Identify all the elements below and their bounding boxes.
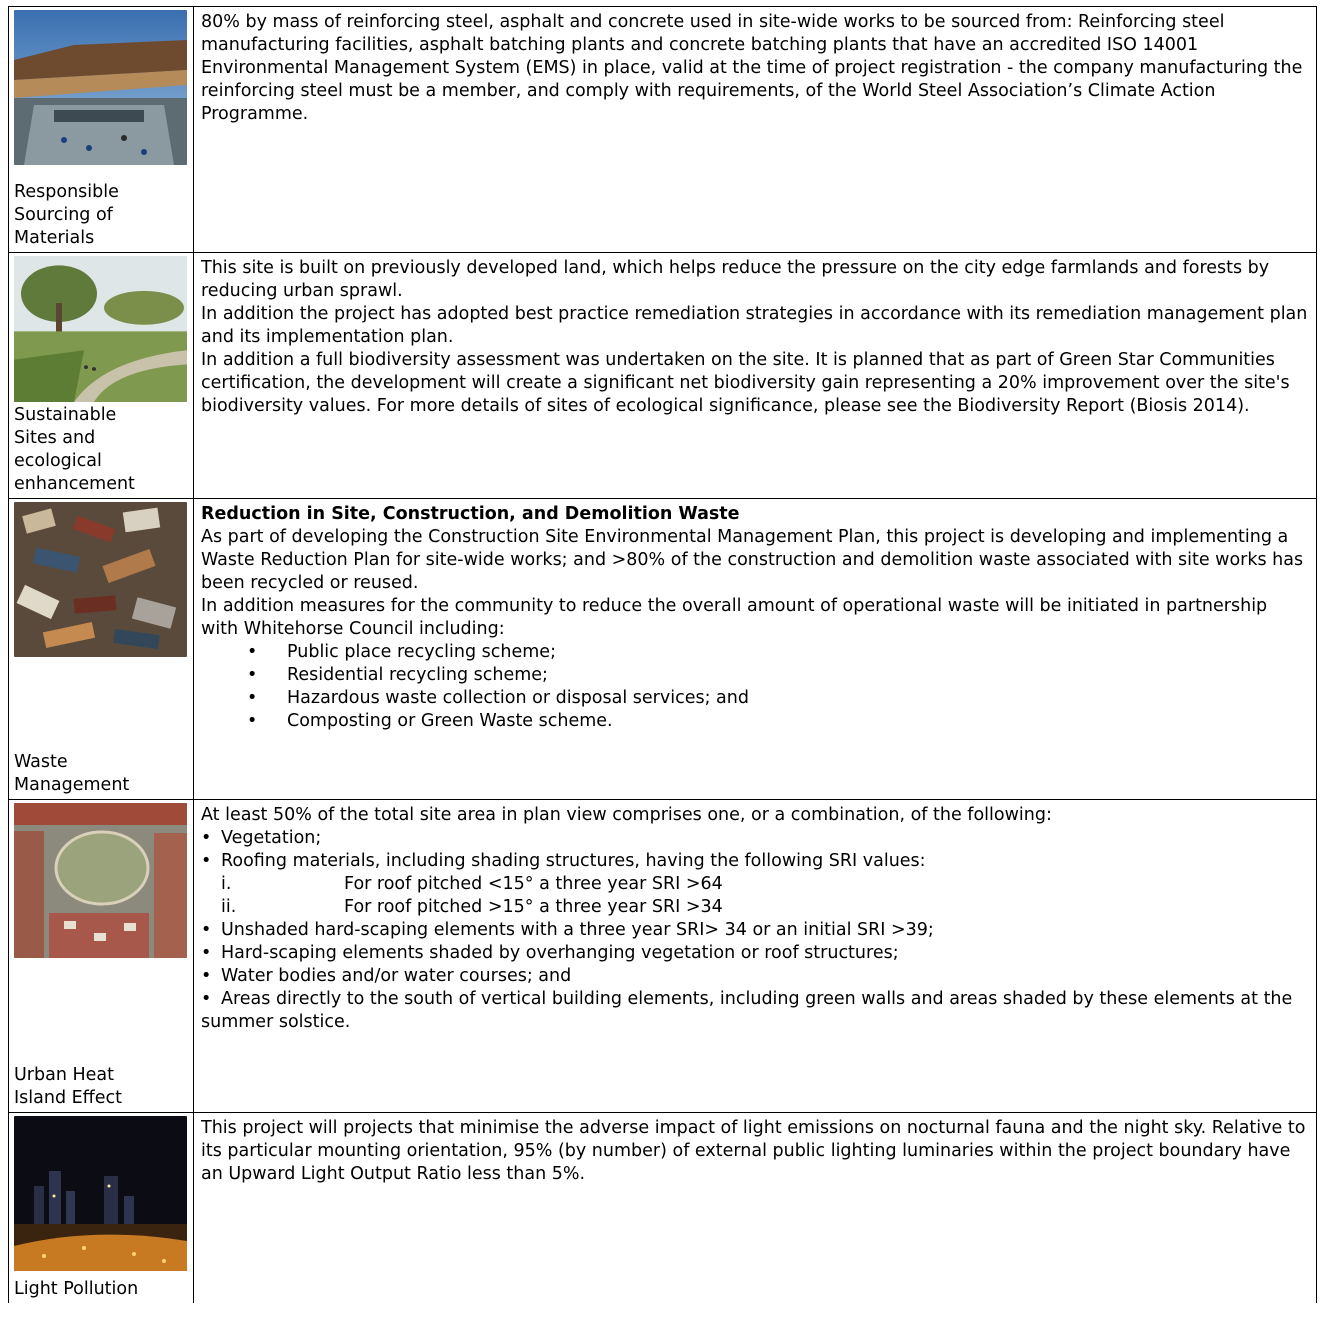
- table-row: [9, 800, 1316, 1113]
- bullet-list: [201, 641, 1308, 733]
- list-item: • Hard-scaping elements shaded by overhanging vegetation or roof structures;: [201, 942, 1308, 965]
- description-cell: [194, 253, 1316, 498]
- category-label: Waste Management: [14, 752, 130, 795]
- category-cell: [9, 800, 194, 1112]
- paragraph: As part of developing the Construction Site Environmental Management Plan, this project is developing and implementing a Waste Reduction Plan for site-wide works; and >80% of the construction and demolition waste associated with site works has been recycled or reused.: [201, 527, 1304, 593]
- paragraph: This site is built on previously developed land, which helps reduce the pressure on the city edge farmlands and forests by reducing urban sprawl.: [201, 258, 1270, 301]
- paragraph: In addition the project has adopted best practice remediation strategies in accordance with its remediation management plan and its implementation plan.: [201, 304, 1308, 347]
- paragraph: 80% by mass of reinforcing steel, asphalt and concrete used in site-wide works to be sourced from: Reinforcing steel manufacturing facilities, asphalt batching plants and concrete batching plants that have an accredited ISO 14001 Environmental Management System (EMS) in place, valid at the time of project registration - the company manufacturing the reinforcing steel must be a member, and comply with requirements, of the World Steel Association’s Climate Action Programme.: [201, 12, 1303, 124]
- list-item: • Vegetation;: [201, 827, 1308, 850]
- category-cell: [9, 253, 194, 498]
- table-row: [9, 499, 1316, 800]
- aerial-structure-photo: [14, 10, 187, 165]
- list-item: • Water bodies and/or water courses; and: [201, 965, 1308, 988]
- category-label: Urban Heat Island Effect: [14, 1065, 122, 1108]
- description-cell: [194, 800, 1316, 1112]
- criteria-table: [8, 6, 1317, 1303]
- paragraph: In addition a full biodiversity assessment was undertaken on the site. It is planned that as part of Green Star Communities certification, the development will create a significant net biodiversity gain representing a 20% improvement over the site's biodiversity values. For more details of sites of ecological significance, please see the Biodiversity Report (Biosis 2014).: [201, 350, 1290, 416]
- city-night-photo: [14, 1116, 187, 1271]
- category-cell: [9, 1113, 194, 1303]
- list-item: • Residential recycling scheme;: [201, 664, 1308, 687]
- bullet-list: [201, 919, 1308, 988]
- table-row: [9, 1113, 1316, 1303]
- category-cell: [9, 499, 194, 799]
- list-item: ii. For roof pitched >15° a three year SRI >34: [221, 897, 723, 917]
- list-item: • Areas directly to the south of vertical building elements, including green walls and areas shaded by these elements at the summer solstice.: [201, 989, 1293, 1032]
- category-label: Light Pollution: [14, 1279, 139, 1299]
- list-item: • Roofing materials, including shading structures, having the following SRI values:: [201, 850, 1308, 873]
- list-item: • Composting or Green Waste scheme.: [201, 710, 1308, 733]
- table-row: [9, 7, 1316, 253]
- description-cell: [194, 7, 1316, 252]
- paragraph: In addition measures for the community to reduce the overall amount of operational waste will be initiated in partnership with Whitehorse Council including:: [201, 596, 1268, 639]
- section-heading: Reduction in Site, Construction, and Demolition Waste: [201, 504, 740, 524]
- aerial-suburb-photo: [14, 803, 187, 958]
- wetland-park-photo: [14, 256, 187, 402]
- list-item: • Public place recycling scheme;: [201, 641, 1308, 664]
- category-label: Responsible Sourcing of Materials: [14, 182, 119, 248]
- paragraph: At least 50% of the total site area in plan view comprises one, or a combination, of the following:: [201, 805, 1052, 825]
- category-label: Sustainable Sites and ecological enhancement: [14, 405, 135, 494]
- scrap-waste-photo: [14, 502, 187, 657]
- list-item: i. For roof pitched <15° a three year SRI >64: [221, 874, 723, 894]
- category-cell: [9, 7, 194, 252]
- list-item: • Hazardous waste collection or disposal services; and: [201, 687, 1308, 710]
- list-item: • Unshaded hard-scaping elements with a three year SRI> 34 or an initial SRI >39;: [201, 919, 1308, 942]
- table-row: [9, 253, 1316, 499]
- description-cell: [194, 499, 1316, 799]
- roman-list: [201, 873, 1308, 919]
- bullet-list: [201, 827, 1308, 873]
- description-cell: [194, 1113, 1316, 1303]
- paragraph: This project will projects that minimise the adverse impact of light emissions on nocturnal fauna and the night sky. Relative to its particular mounting orientation, 95% (by number) of external public lighting luminaries within the project boundary have an Upward Light Output Ratio less than 5%.: [201, 1118, 1306, 1184]
